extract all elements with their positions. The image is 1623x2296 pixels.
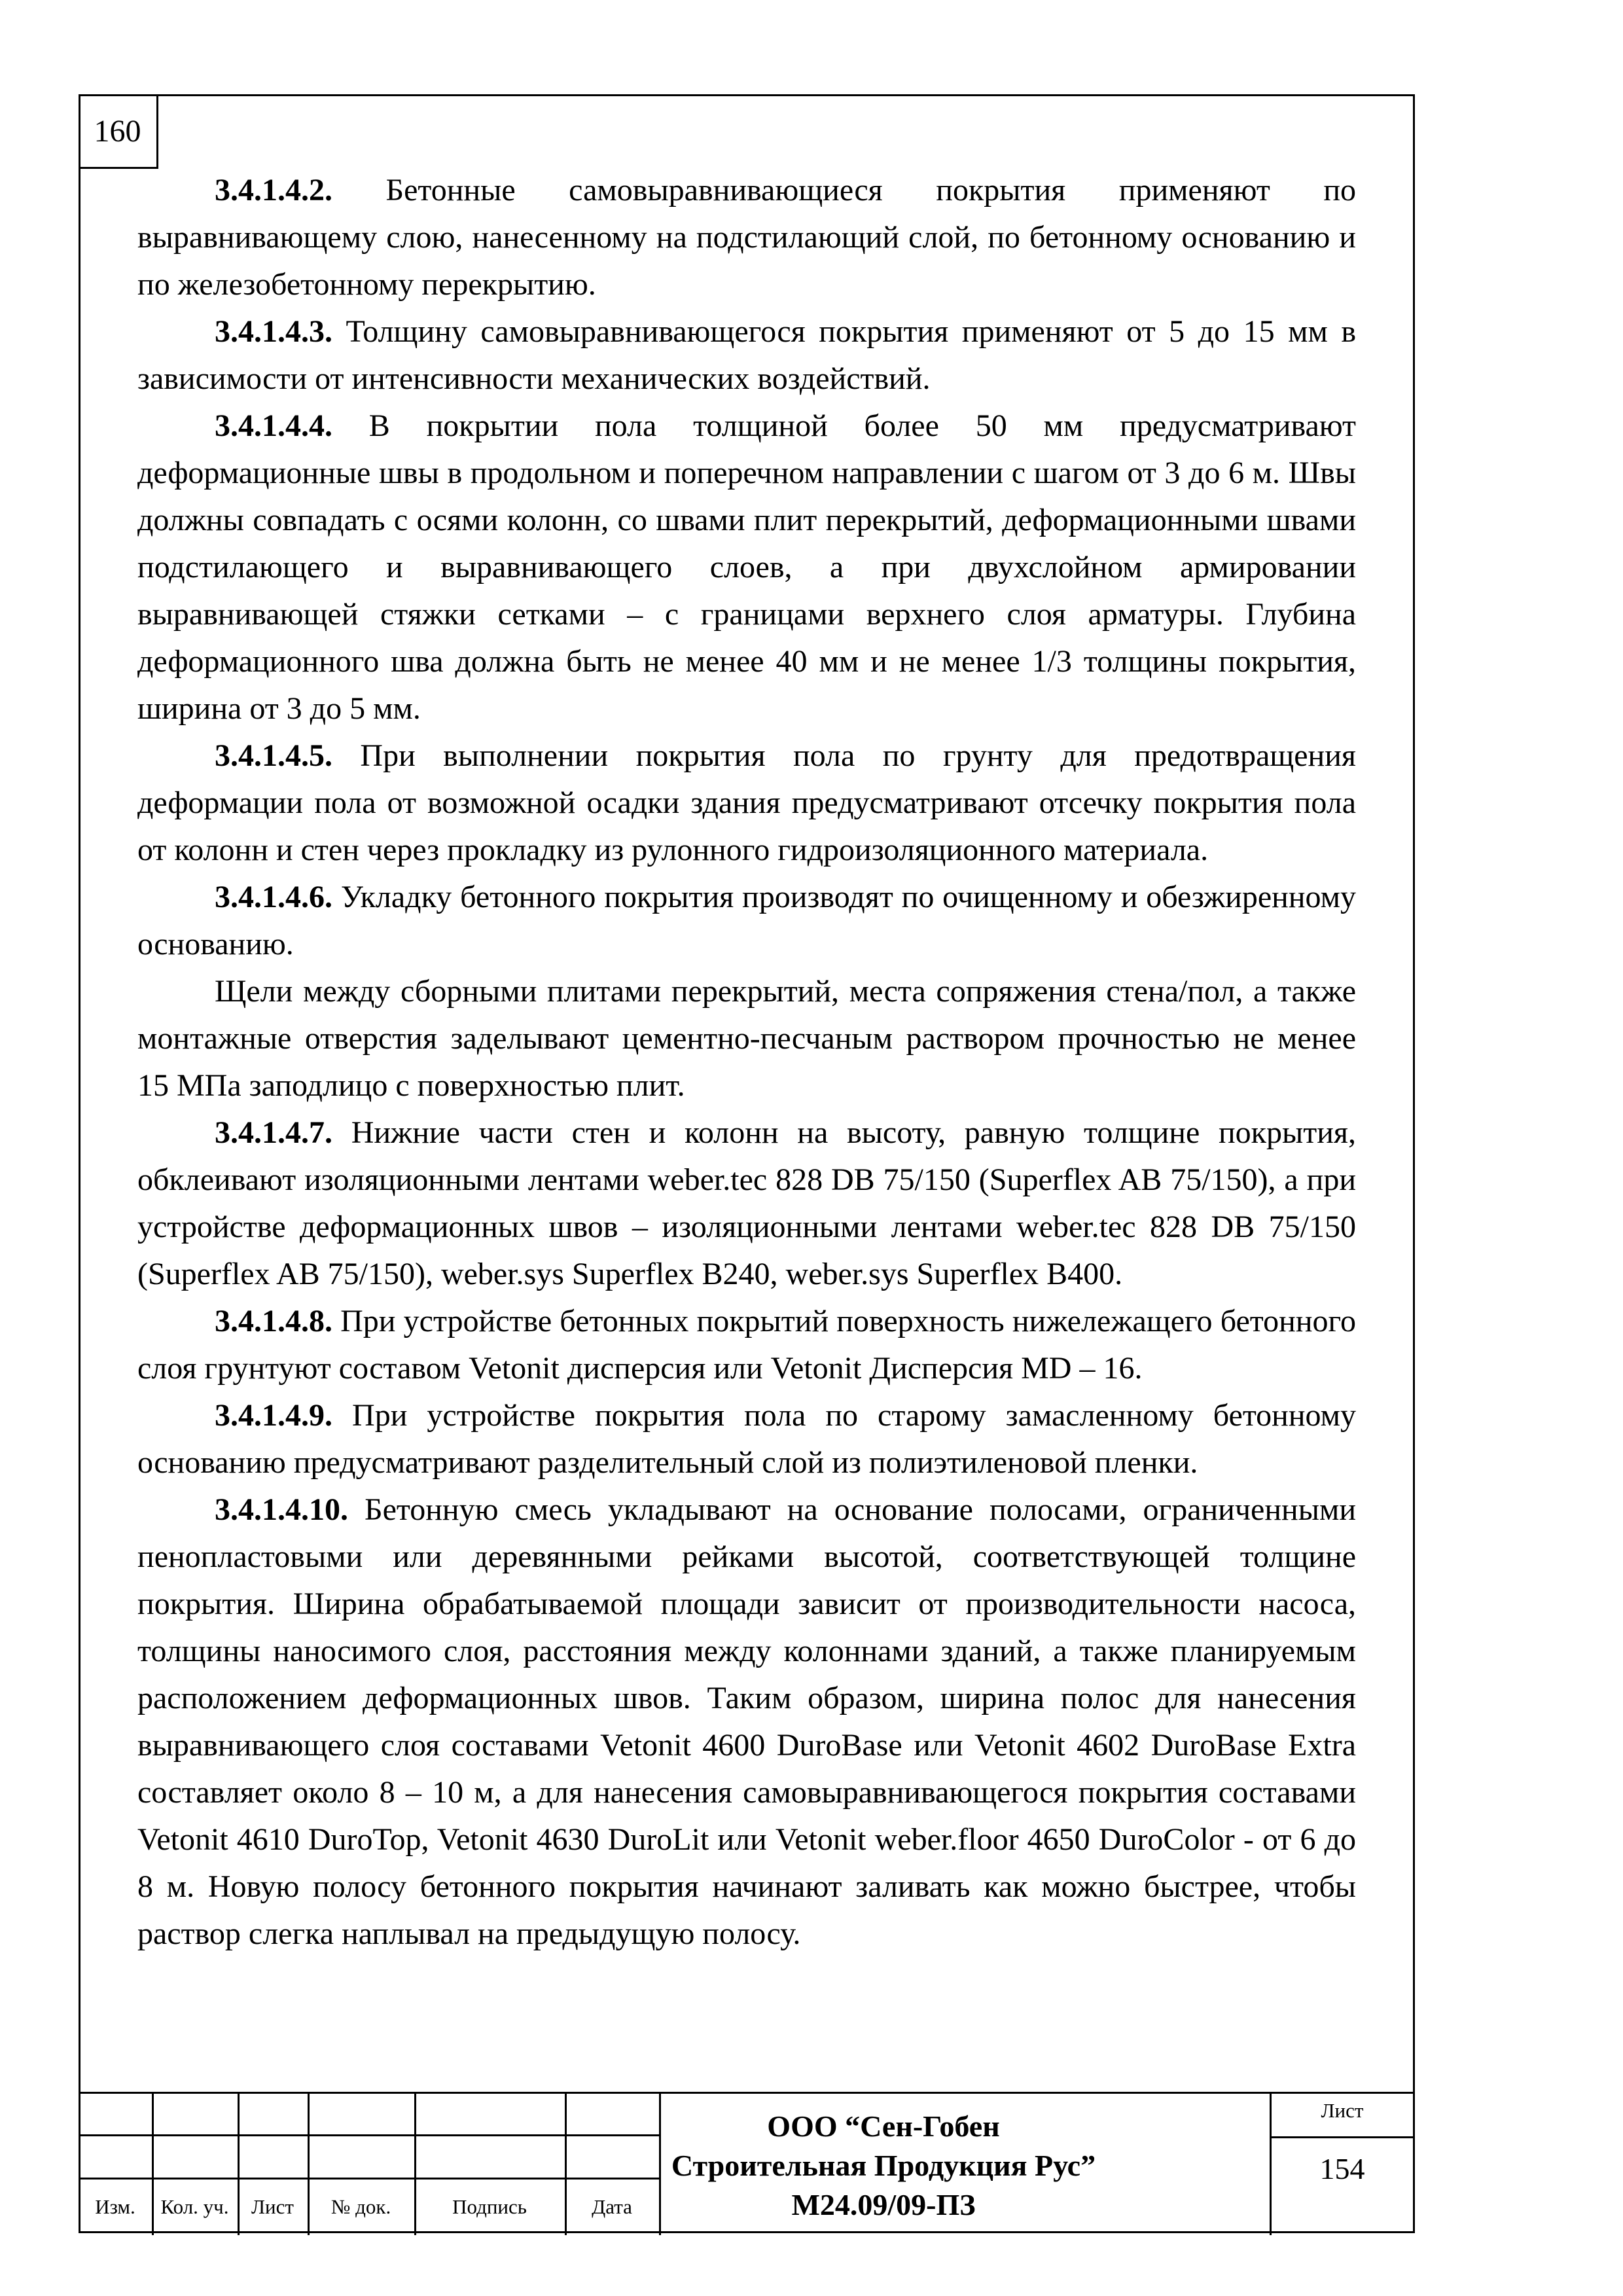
page-number: 160 <box>79 94 158 169</box>
paragraph <box>137 1298 1356 1392</box>
paragraph <box>137 1109 1356 1298</box>
paragraph <box>137 308 1356 403</box>
paragraph-text: Нижние части стен и колонн на высоту, равную толщине покрытия, обклеивают изоляционными лентами weber.tec 828 DB 75/150 (Superflex AB 75/150), а при устройстве деформационных швов – изоляционными лентами weber.tec 828 DB 75/150 (Superflex AB 75/150), weber.sys Superflex B240, weber.sys Superflex B400. <box>137 1115 1357 1291</box>
paragraph-text: При устройстве покрытия пола по старому замасленному бетонному основанию предусматривают разделительный слой из полиэтиленовой пленки. <box>137 1398 1356 1480</box>
paragraph <box>137 403 1356 732</box>
title-line-2: Строительная Продукция Рус” <box>671 2149 1096 2182</box>
clause-number: 3.4.1.4.3. <box>215 314 332 349</box>
paragraph <box>137 968 1356 1109</box>
paragraph-text: При выполнении покрытия пола по грунту для предотвращения деформации пола от возможной осадки здания предусматривают отсечку покрытия пола от колонн и стен через прокладку из рулонного гидроизоляционного материала. <box>137 738 1356 867</box>
clause-number: 3.4.1.4.2. <box>215 173 332 207</box>
sheet-number: 154 <box>1319 2152 1365 2185</box>
title-block <box>79 2092 1415 2233</box>
header-signature: Подпись <box>452 2195 527 2218</box>
paragraph <box>137 167 1356 308</box>
sheet-label: Лист <box>1321 2099 1364 2122</box>
paragraph <box>137 874 1356 968</box>
clause-number: 3.4.1.4.5. <box>215 738 332 773</box>
paragraph-text: Бетонную смесь укладывают на основание полосами, ограниченными пенопластовыми или деревянными рейками высотой, соответствующей толщине покрытия. Ширина обрабатываемой площади зависит от производительности насоса, толщины наносимого слоя, расстояния между колоннами зданий, а также планируемым расположением деформационных швов. Таким образом, ширина полос для нанесения выравнивающего слоя составами Vetonit 4600 DuroBase или Vetonit 4602 DuroBase Extra составляет около 8 – 10 м, а для нанесения самовыравнивающегося покрытия составами Vetonit 4610 DuroTop, Vetonit 4630 DuroLit или Vetonit weber.floor 4650 DuroColor - от 6 до 8 м. Новую полосу бетонного покрытия начинают заливать как можно быстрее, чтобы раствор слегка наплывал на предыдущую полосу. <box>137 1492 1356 1951</box>
header-change: Изм. <box>95 2195 135 2218</box>
clause-number: 3.4.1.4.8. <box>215 1304 332 1338</box>
header-sheet: Лист <box>251 2195 294 2218</box>
paragraph <box>137 1486 1356 1958</box>
paragraph-text: Укладку бетонного покрытия производят по очищенному и обезжиренному основанию. <box>137 880 1356 961</box>
paragraph-text: При устройстве бетонных покрытий поверхность нижележащего бетонного слоя грунтуют составом Vetonit дисперсия или Vetonit Дисперсия MD – 16. <box>137 1304 1356 1386</box>
grid-line <box>79 2134 659 2136</box>
paragraph <box>137 732 1356 874</box>
paragraph-text: Бетонные самовыравнивающиеся покрытия применяют по выравнивающему слою, нанесенному на подстилающий слой, по бетонному основанию и по железобетонному перекрытию. <box>137 173 1356 302</box>
header-doc-number: № док. <box>330 2195 391 2218</box>
header-date: Дата <box>592 2195 632 2218</box>
header-count: Кол. уч. <box>160 2195 229 2218</box>
grid-line <box>1270 2136 1415 2138</box>
document-body <box>137 167 1356 1958</box>
clause-number: 3.4.1.4.9. <box>215 1398 332 1433</box>
title-line-1: ООО “Сен-Гобен <box>767 2109 1000 2143</box>
clause-number: 3.4.1.4.4. <box>215 408 332 443</box>
document-title <box>661 2107 1106 2225</box>
paragraph-text: Толщину самовыравнивающегося покрытия применяют от 5 до 15 мм в зависимости от интенсивности механических воздействий. <box>137 314 1356 396</box>
paragraph <box>137 1392 1356 1486</box>
paragraph-text: В покрытии пола толщиной более 50 мм предусматривают деформационные швы в продольном и поперечном направлении с шагом от 3 до 6 м. Швы должны совпадать с осями колонн, со швами плит перекрытий, деформационными швами подстилающего и выравнивающего слоев, а при двухслойном армировании выравнивающей стяжки сетками – с границами верхнего слоя арматуры. Глубина деформационного шва должна быть не менее 40 мм и не менее 1/3 толщины покрытия, ширина от 3 до 5 мм. <box>137 408 1356 726</box>
paragraph-text: Щели между сборными плитами перекрытий, места сопряжения стена/пол, а также монтажные отверстия заделывают цементно-песчаным раствором прочностью не менее 15 МПа заподлицо с поверхностью плит. <box>137 974 1356 1103</box>
clause-number: 3.4.1.4.7. <box>215 1115 332 1150</box>
title-line-3: М24.09/09-ПЗ <box>791 2188 976 2221</box>
clause-number: 3.4.1.4.6. <box>215 880 332 914</box>
clause-number: 3.4.1.4.10. <box>215 1492 348 1527</box>
